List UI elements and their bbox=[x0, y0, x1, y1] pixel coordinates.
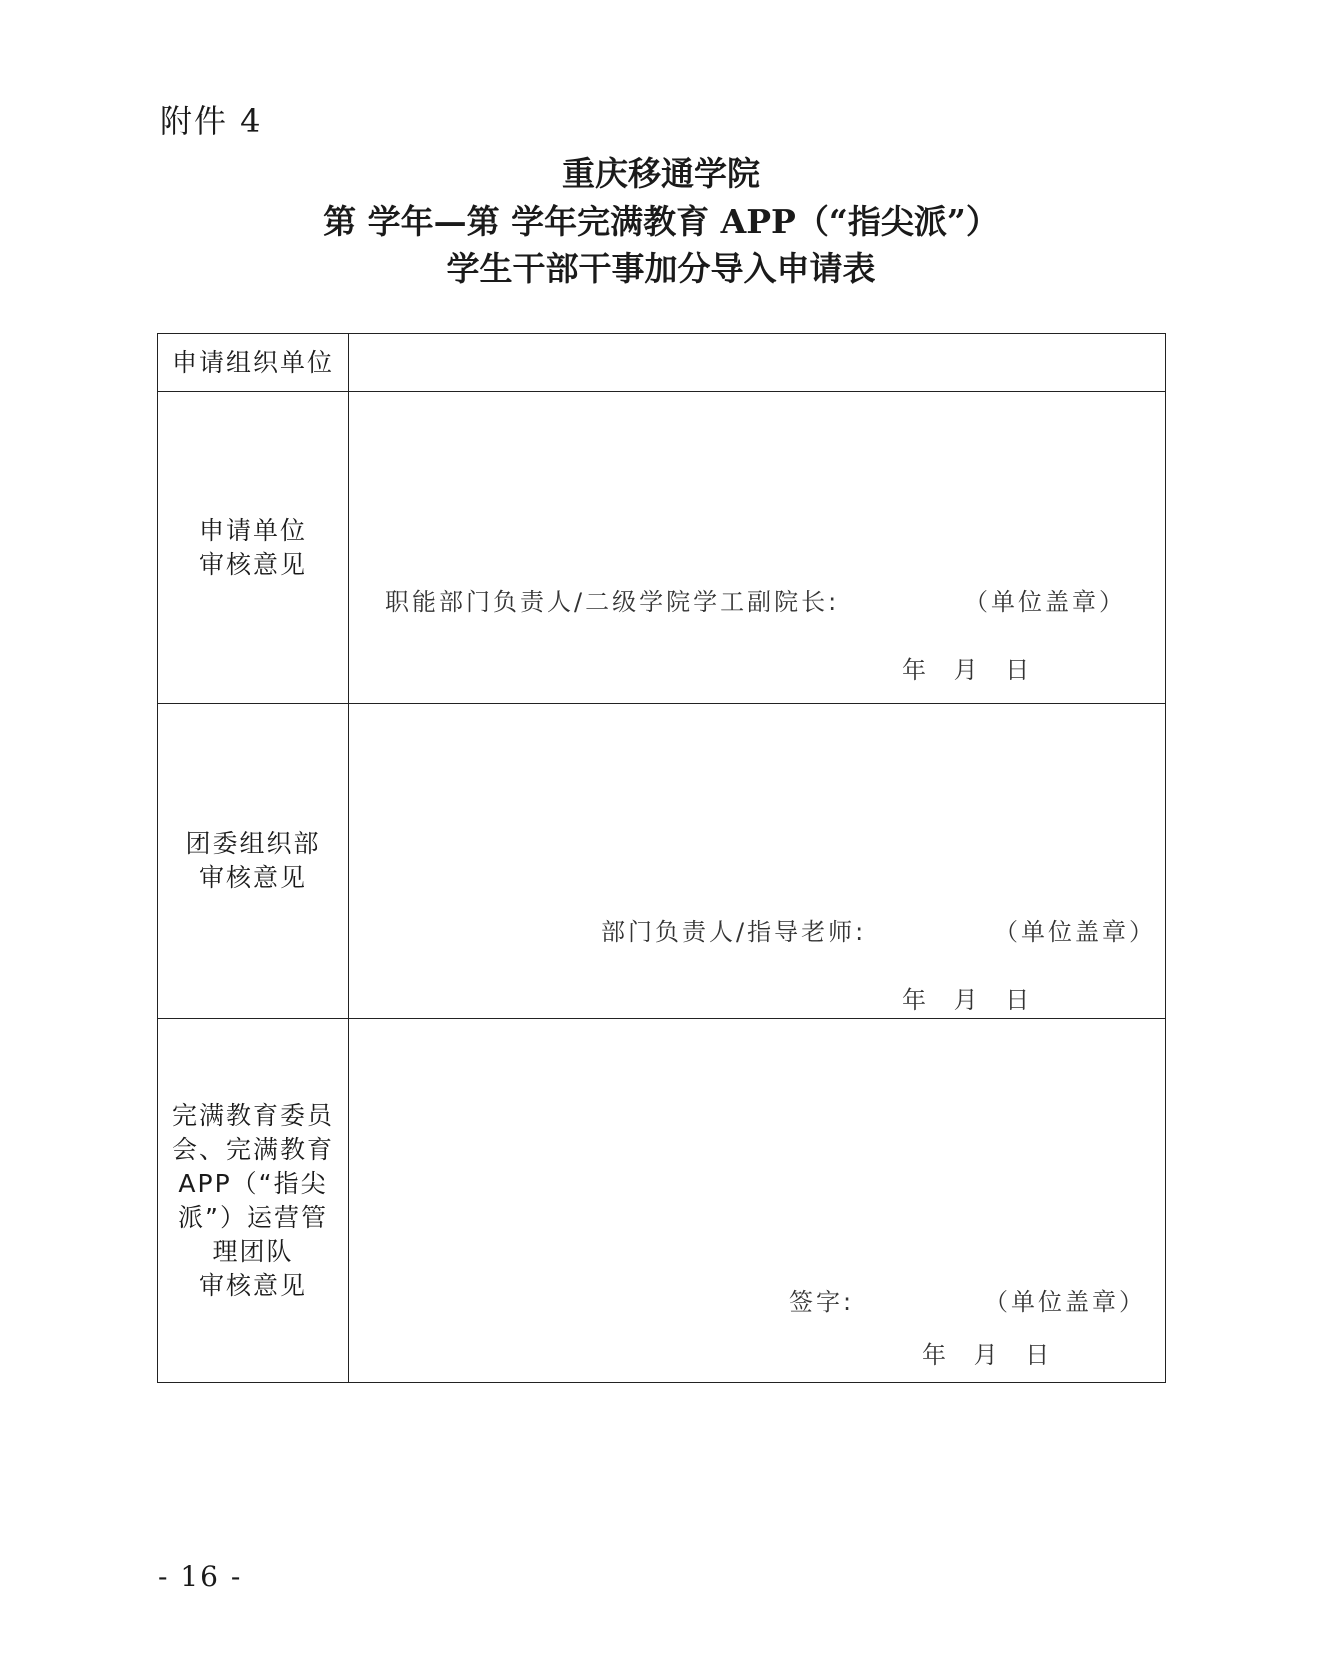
row-committee-review bbox=[158, 1019, 1166, 1383]
applicant-review-signer: 职能部门负责人/二级学院学工副院长: bbox=[385, 588, 840, 616]
applicant-review-label bbox=[158, 392, 349, 704]
league-review-label bbox=[158, 704, 349, 1019]
committee-review-label bbox=[158, 1019, 349, 1383]
applicant-unit-label: 申请组织单位 bbox=[158, 334, 349, 392]
league-review-label-line2: 审核意见 bbox=[198, 863, 307, 892]
league-review-signer: 部门负责人/指导老师: bbox=[601, 918, 867, 946]
title-line-2: 第 学年—第 学年完满教育 APP（“指尖派”） bbox=[323, 202, 999, 241]
applicant-review-field[interactable] bbox=[349, 392, 1166, 704]
applicant-unit-field[interactable] bbox=[349, 334, 1166, 392]
committee-review-date: 年 月 日 bbox=[922, 1341, 1053, 1369]
applicant-review-seal: （单位盖章） bbox=[964, 588, 1126, 616]
committee-review-field[interactable] bbox=[349, 1019, 1166, 1383]
row-applicant-review bbox=[158, 392, 1166, 704]
committee-review-label-line1: 完满教育委员 bbox=[171, 1100, 334, 1130]
applicant-review-label-line1: 申请单位 bbox=[198, 515, 307, 545]
title-line-1: 重庆移通学院 bbox=[562, 154, 760, 193]
committee-review-label-line6: 审核意见 bbox=[198, 1270, 307, 1300]
page-number: - 16 - bbox=[158, 1560, 243, 1593]
attachment-label: 附件 4 bbox=[160, 102, 263, 140]
application-form-table bbox=[157, 333, 1166, 1383]
title-line-3: 学生干部干事加分导入申请表 bbox=[446, 249, 876, 288]
league-review-seal: （单位盖章） bbox=[994, 918, 1156, 946]
committee-review-label-line3: APP（“指尖 bbox=[178, 1168, 328, 1198]
applicant-review-date: 年 月 日 bbox=[902, 656, 1033, 684]
committee-review-signer: 签字: bbox=[789, 1288, 855, 1316]
league-review-date: 年 月 日 bbox=[902, 986, 1033, 1014]
league-review-field[interactable] bbox=[349, 704, 1166, 1019]
committee-review-label-line4: 派”）运营管 bbox=[178, 1202, 328, 1232]
committee-review-seal: （单位盖章） bbox=[984, 1288, 1146, 1316]
committee-review-label-line5: 理团队 bbox=[212, 1236, 294, 1266]
row-league-review bbox=[158, 704, 1166, 1019]
committee-review-label-line2: 会、完满教育 bbox=[171, 1134, 334, 1164]
league-review-label-line1: 团委组织部 bbox=[185, 829, 321, 858]
applicant-review-label-line2: 审核意见 bbox=[198, 549, 307, 579]
row-applicant-unit bbox=[158, 334, 1166, 392]
